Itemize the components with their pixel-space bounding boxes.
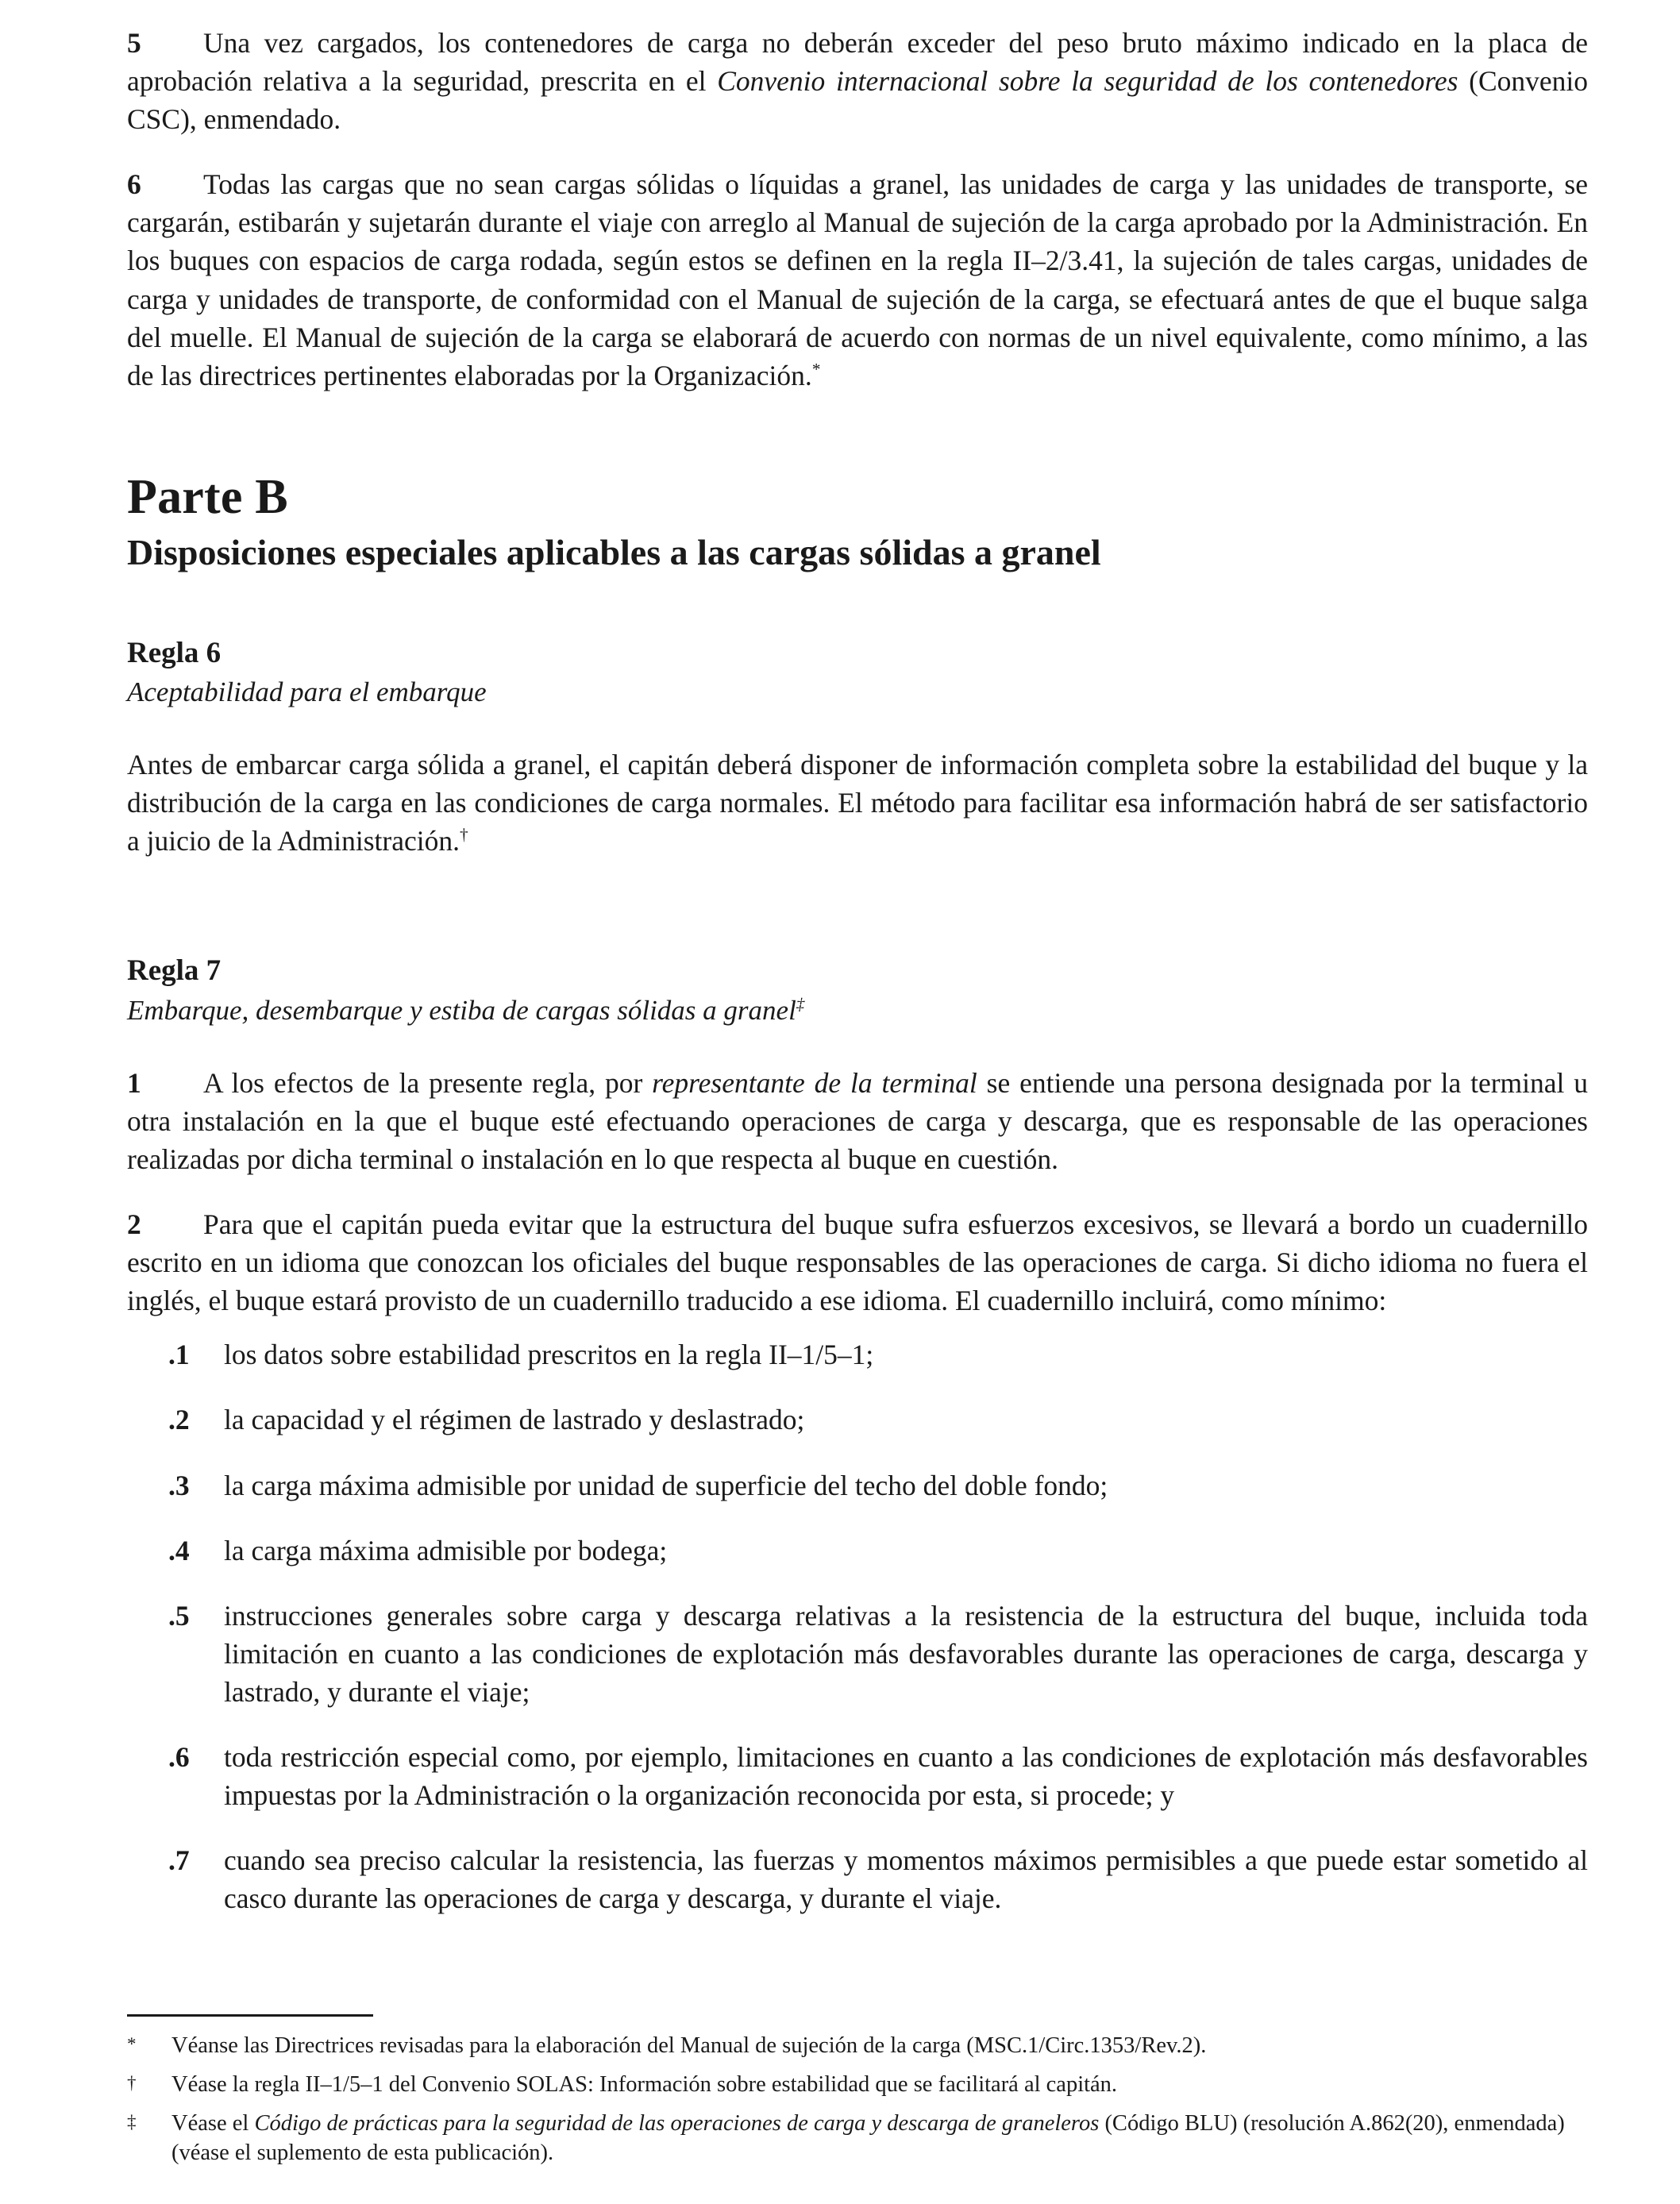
footnote-text [171, 2109, 1591, 2167]
footnote-marker-dagger-icon: † [460, 825, 468, 845]
list-item [127, 1335, 1588, 1374]
list-item-marker: .7 [168, 1844, 190, 1877]
rule-7-block [127, 954, 1588, 1917]
rule-7-paragraph-1-text-part-1: A los efectos de la presente regla, por [203, 1066, 653, 1099]
list-item-text: toda restricción especial como, por ejemplo, limitaciones en cuanto a las condiciones de explotación más desfavorables impuestas por la Administración o la organización reconocida por esta, si procede; y [224, 1740, 1588, 1812]
part-subtitle: Disposiciones especiales aplicables a las cargas sólidas a granel [127, 531, 1101, 572]
list-item-marker: .1 [168, 1339, 190, 1371]
rule-7-paragraph-1-number: 1 [127, 1066, 141, 1099]
list-item-text: instrucciones generales sobre carga y descarga relativas a la resistencia de la estructura del buque, incluida toda limitación en cuanto a las condiciones de explotación más desfavorables durante las operaciones de carga, descarga y lastrado, y durante el viaje; [224, 1599, 1588, 1708]
rule-7-subitem-list [127, 1335, 1588, 1917]
list-item-text: la capacidad y el régimen de lastrado y deslastrado; [224, 1404, 805, 1436]
rule-7-title: Regla 7 [127, 954, 222, 988]
list-item-text: los datos sobre estabilidad prescritos en la regla II–1/5–1; [224, 1339, 874, 1371]
footnote-asterisk [127, 2031, 1591, 2060]
rule-7-paragraph-2 [127, 1205, 1588, 1320]
footnote-text-part-1: Véase el [171, 2110, 255, 2136]
rule-6-block [127, 636, 1588, 861]
body-column [127, 24, 1588, 1917]
list-item-marker: .2 [168, 1404, 190, 1436]
list-item-marker: .4 [168, 1534, 190, 1566]
paragraph-5-text-part-2: (Convenio CSC), enmendado. [127, 65, 1589, 136]
rule-7-subtitle [127, 994, 1588, 1027]
paragraph-5-italic-convention-title: Convenio internacional sobre la seguridad de los contenedores [717, 65, 1458, 98]
list-item-marker: .5 [168, 1599, 190, 1632]
footnote-separator-rule [127, 2014, 373, 2017]
rule-7-paragraph-1 [127, 1064, 1588, 1178]
part-title: Parte B [127, 469, 288, 524]
list-item-text: cuando sea preciso calcular la resistencia, las fuerzas y momentos máximos permisibles a que puede estar sometido al casco durante las operaciones de carga y descarga, y durante el viaje. [224, 1844, 1588, 1915]
footnote-marker-asterisk-icon: * [127, 2033, 137, 2054]
footnote-double-dagger [127, 2109, 1591, 2167]
rule-6-body [127, 746, 1588, 860]
list-item [127, 1841, 1588, 1917]
rule-6-title: Regla 6 [127, 636, 222, 669]
list-item [127, 1466, 1588, 1505]
footnote-section [127, 2014, 1591, 2177]
footnote-marker-asterisk-icon: * [811, 359, 821, 379]
footnote-marker-dagger-icon: † [127, 2072, 137, 2093]
footnote-text-part-2: (Código BLU) (resolución A.862(20), enmendada) (véase el suplemento de esta publicación). [171, 2110, 1565, 2165]
rule-7-italic-terminal-representative: representante de la terminal [652, 1066, 977, 1099]
section-spacer [127, 887, 1588, 954]
footnote-text: Véase la regla II–1/5–1 del Convenio SOLAS: Información sobre estabilidad que se facilitará al capitán. [171, 2071, 1118, 2097]
footnote-marker-double-dagger-icon: ‡ [796, 994, 805, 1014]
list-item [127, 1532, 1588, 1570]
list-item-marker: .3 [168, 1469, 190, 1501]
footnote-marker-double-dagger-icon: ‡ [127, 2111, 137, 2132]
rule-7-subtitle-text: Embarque, desembarque y estiba de cargas sólidas a granel [127, 994, 796, 1026]
paragraph-5-number: 5 [127, 27, 141, 59]
list-item-text: la carga máxima admisible por bodega; [224, 1534, 668, 1566]
rule-7-paragraph-2-number: 2 [127, 1208, 141, 1241]
footnote-italic-code-title: Código de prácticas para la seguridad de las operaciones de carga y descarga de graneleros [254, 2110, 1100, 2136]
paragraph-6 [127, 165, 1588, 395]
rule-7-paragraph-1-text-part-2: se entiende una persona designada por la terminal u otra instalación en la que el buque esté efectuando operaciones de carga y descarga, que es responsable de las operaciones realizadas por dicha terminal o instalación en lo que respecta al buque en cuestión. [127, 1066, 1589, 1175]
list-item [127, 1597, 1588, 1711]
rule-6-subtitle: Aceptabilidad para el embarque [127, 676, 487, 708]
paragraph-6-number: 6 [127, 168, 141, 201]
rule-6-body-text: Antes de embarcar carga sólida a granel, el capitán deberá disponer de información completa sobre la estabilidad del buque y la distribución de la carga en las condiciones de carga normales. El método para facilitar esa información habrá de ser satisfactorio a juicio de la Administración. [127, 749, 1588, 857]
list-item-text: la carga máxima admisible por unidad de superficie del techo del doble fondo; [224, 1469, 1108, 1501]
paragraph-5-text-part-1: Una vez cargados, los contenedores de carga no deberán exceder del peso bruto máximo indicado en la placa de aprobación relativa a la seguridad, prescrita en el [127, 27, 1588, 98]
part-heading-block [127, 471, 1588, 574]
list-item [127, 1401, 1588, 1439]
rule-7-paragraph-2-text: Para que el capitán pueda evitar que la estructura del buque sufra esfuerzos excesivos, se llevará a bordo un cuadernillo escrito en un idioma que conozcan los oficiales del buque responsables de las operaciones de carga. Si dicho idioma no fuera el inglés, el buque estará provisto de un cuadernillo traducido a ese idioma. El cuadernillo incluirá, como mínimo: [127, 1208, 1588, 1317]
footnote-dagger [127, 2070, 1591, 2099]
list-item-marker: .6 [168, 1740, 190, 1773]
footnote-text: Véanse las Directrices revisadas para la elaboración del Manual de sujeción de la carga (MSC.1/Circ.1353/Rev.2). [171, 2033, 1207, 2058]
list-item [127, 1738, 1588, 1814]
paragraph-6-text: Todas las cargas que no sean cargas sólidas o líquidas a granel, las unidades de carga y las unidades de transporte, se cargarán, estibarán y sujetarán durante el viaje con arreglo al Manual de sujeción de la carga aprobado por la Administración. En los buques con espacios de carga rodada, según estos se definen en la regla II–2/3.41, la sujeción de tales cargas, unidades de carga y unidades de transporte, de conformidad con el Manual de sujeción de la carga, se efectuará antes de que el buque salga del muelle. El Manual de sujeción de la carga se elaborará de acuerdo con normas de un nivel equivalente, como mínimo, a las de las directrices pertinentes elaboradas por la Organización. [127, 168, 1588, 391]
paragraph-5 [127, 24, 1588, 138]
